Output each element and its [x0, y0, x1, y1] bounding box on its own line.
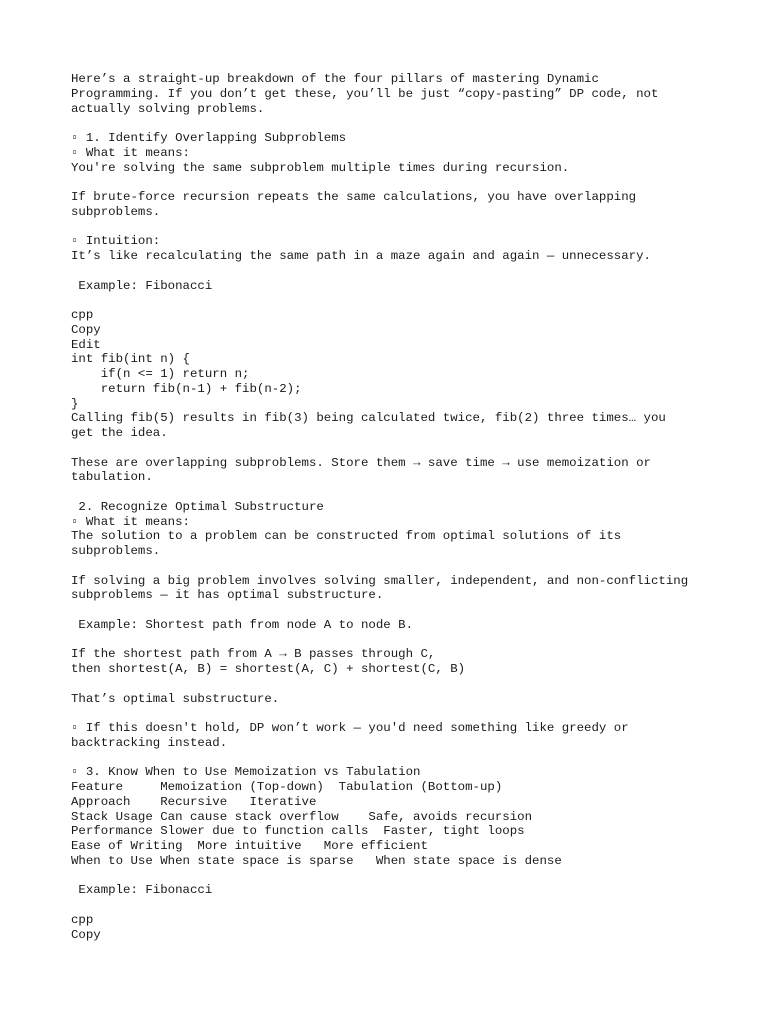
- blank-line: [71, 485, 751, 500]
- text-line: Stack Usage Can cause stack overflow Safe, avoids recursion: [71, 809, 533, 824]
- blank-line: [71, 869, 751, 884]
- text-line: then shortest(A, B) = shortest(A, C) + shortest(C, B): [71, 662, 466, 676]
- text-line: int fib(int n) {: [71, 352, 190, 367]
- text-line: Performance Slower due to function calls Faster, tight loops: [71, 824, 525, 839]
- text-line: If the shortest path from A → B passes through C,: [71, 647, 436, 662]
- document-page: [71, 72, 751, 942]
- text-line: It’s like recalculating the same path in a maze again and again — unnecessary.: [71, 249, 651, 263]
- text-line: if(n <= 1) return n;: [71, 367, 250, 381]
- text-line: tabulation.: [71, 470, 153, 485]
- text-line: Approach Recursive Iterative: [71, 794, 317, 809]
- text-line: subproblems — it has optimal substructure.: [71, 588, 384, 603]
- blank-line: [71, 441, 751, 456]
- blank-line: [71, 898, 751, 913]
- text-line: }: [71, 396, 79, 411]
- text-line: Programming. If you don’t get these, you’ll be just “copy-pasting” DP code, not: [71, 86, 659, 101]
- text-line: backtracking instead.: [71, 735, 228, 750]
- text-line: Here’s a straight-up breakdown of the four pillars of mastering Dynamic: [71, 72, 599, 86]
- text-line: ▫ Intuition:: [71, 234, 161, 249]
- text-line: ▫ What it means:: [71, 514, 190, 529]
- text-line: Edit: [71, 337, 101, 352]
- text-line: cpp: [71, 308, 94, 322]
- blank-line: [71, 116, 751, 131]
- blank-line: [71, 220, 751, 235]
- text-line: The solution to a problem can be constructed from optimal solutions of its: [71, 529, 622, 544]
- blank-line: [71, 603, 751, 618]
- text-line: Feature Memoization (Top-down) Tabulation (Bottom-up): [71, 780, 503, 794]
- text-line: cpp: [71, 912, 94, 927]
- text-line: get the idea.: [71, 426, 168, 440]
- blank-line: [71, 633, 751, 648]
- text-line: ▫ 1. Identify Overlapping Subproblems: [71, 131, 347, 145]
- text-line: ▫ 3. Know When to Use Memoization vs Tabulation: [71, 765, 421, 780]
- text-line: subproblems.: [71, 544, 161, 558]
- text-line: 2. Recognize Optimal Substructure: [71, 499, 324, 514]
- text-line: If brute-force recursion repeats the same calculations, you have overlapping: [71, 190, 637, 204]
- text-line: Copy: [71, 322, 101, 337]
- text-line: return fib(n-1) + fib(n-2);: [71, 381, 302, 396]
- blank-line: [71, 559, 751, 574]
- text-line: When to Use When state space is sparse When state space is dense: [71, 853, 562, 868]
- blank-line: [71, 293, 751, 308]
- text-line: subproblems.: [71, 204, 161, 219]
- blank-line: [71, 677, 751, 692]
- text-line: ▫ What it means:: [71, 145, 190, 160]
- text-line: ▫ If this doesn't hold, DP won’t work — you'd need something like greedy or: [71, 721, 629, 735]
- text-line: You're solving the same subproblem multiple times during recursion.: [71, 160, 570, 175]
- text-line: Example: Fibonacci: [71, 883, 213, 898]
- text-line: These are overlapping subproblems. Store them → save time → use memoization or: [71, 455, 651, 470]
- text-line: Example: Shortest path from node A to node B.: [71, 617, 414, 632]
- blank-line: [71, 175, 751, 190]
- text-line: Calling fib(5) results in fib(3) being calculated twice, fib(2) three times… you: [71, 411, 666, 426]
- text-line: If solving a big problem involves solving smaller, independent, and non-conflicting: [71, 573, 689, 588]
- text-line: actually solving problems.: [71, 101, 265, 116]
- blank-line: [71, 706, 751, 721]
- blank-line: [71, 264, 751, 279]
- text-line: That’s optimal substructure.: [71, 691, 280, 706]
- text-line: Ease of Writing More intuitive More efficient: [71, 839, 428, 853]
- text-line: Copy: [71, 927, 101, 942]
- blank-line: [71, 751, 751, 766]
- text-line: Example: Fibonacci: [71, 278, 213, 293]
